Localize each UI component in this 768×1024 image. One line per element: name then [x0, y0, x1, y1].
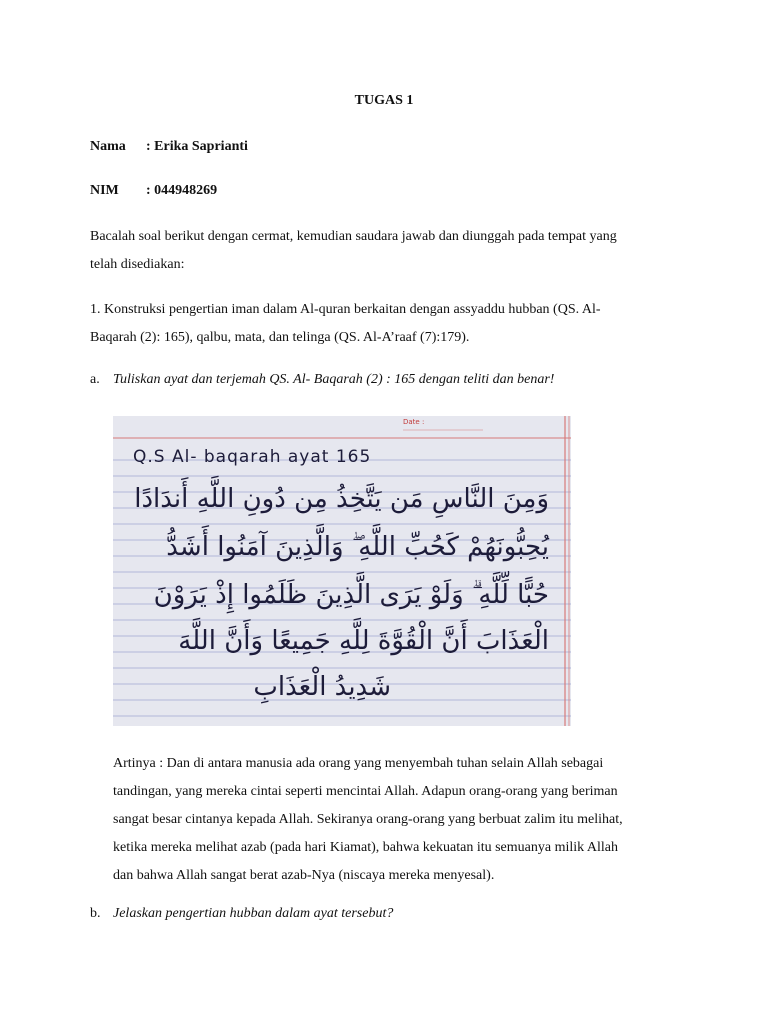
nim-line [90, 183, 217, 199]
item-a-text: Tuliskan ayat dan terjemah QS. Al- Baqarah (2) : 165 dengan teliti dan benar! [113, 372, 555, 387]
nim-label: NIM [90, 183, 119, 198]
nim-value: : 044948269 [146, 183, 218, 198]
translation-line: tandingan, yang mereka cintai seperti mencintai Allah. Adapun orang-orang yang beriman [113, 784, 618, 799]
translation-line: dan bahwa Allah sangat berat azab-Nya (niscaya mereka menyesal). [113, 868, 495, 883]
translation-line: ketika mereka melihat azab (pada hari Kiamat), bahwa kekuatan itu semuanya milik Allah [113, 840, 618, 855]
arabic-line-1: وَمِنَ النَّاسِ مَن يَتَّخِذُ مِن دُونِ اللَّهِ أَندَادًا [134, 484, 549, 514]
item-b [90, 900, 393, 928]
item-a [90, 366, 554, 394]
instruction-line: Bacalah soal berikut dengan cermat, kemudian saudara jawab dan diunggah pada tempat yang [90, 229, 617, 244]
document-title: TUGAS 1 [354, 93, 414, 108]
item-b-text: Jelaskan pengertian hubban dalam ayat tersebut? [113, 906, 394, 921]
name-label: Nama [90, 139, 126, 154]
question-line: 1. Konstruksi pengertian iman dalam Al-quran berkaitan dengan assyaddu hubban (QS. Al- [90, 302, 601, 317]
item-b-marker: b. [90, 906, 101, 921]
arabic-line-5: شَدِيدُ الْعَذَابِ [253, 672, 391, 702]
translation-paragraph [113, 750, 693, 890]
handwritten-note-photo [113, 416, 571, 726]
arabic-line-2: يُحِبُّونَهُمْ كَحُبِّ اللَّهِ ۖ وَالَّذِينَ آمَنُوا أَشَدُّ [166, 532, 549, 562]
instruction-paragraph [90, 223, 690, 279]
arabic-line-4: الْعَذَابَ أَنَّ الْقُوَّةَ لِلَّهِ جَمِيعًا وَأَنَّ اللَّهَ [178, 626, 549, 656]
item-a-marker: a. [90, 372, 100, 387]
question-line: Baqarah (2): 165), qalbu, mata, dan telinga (QS. Al-A’raaf (7):179). [90, 330, 470, 345]
translation-line: Artinya : Dan di antara manusia ada orang yang menyembah tuhan selain Allah sebagai [113, 756, 604, 771]
translation-line: sangat besar cintanya kepada Allah. Sekiranya orang-orang yang berbuat zalim itu melihat, [113, 812, 623, 827]
handwritten-heading: Q.S Al- baqarah ayat 165 [133, 447, 372, 467]
arabic-line-3: حُبًّا لِّلَّهِ ۗ وَلَوْ يَرَى الَّذِينَ ظَلَمُوا إِذْ يَرَوْنَ [153, 580, 549, 610]
name-line [90, 139, 248, 155]
date-label: Date : [403, 418, 425, 426]
question-1 [90, 296, 710, 352]
name-value: : Erika Saprianti [146, 139, 248, 154]
instruction-line: telah disediakan: [90, 257, 185, 272]
